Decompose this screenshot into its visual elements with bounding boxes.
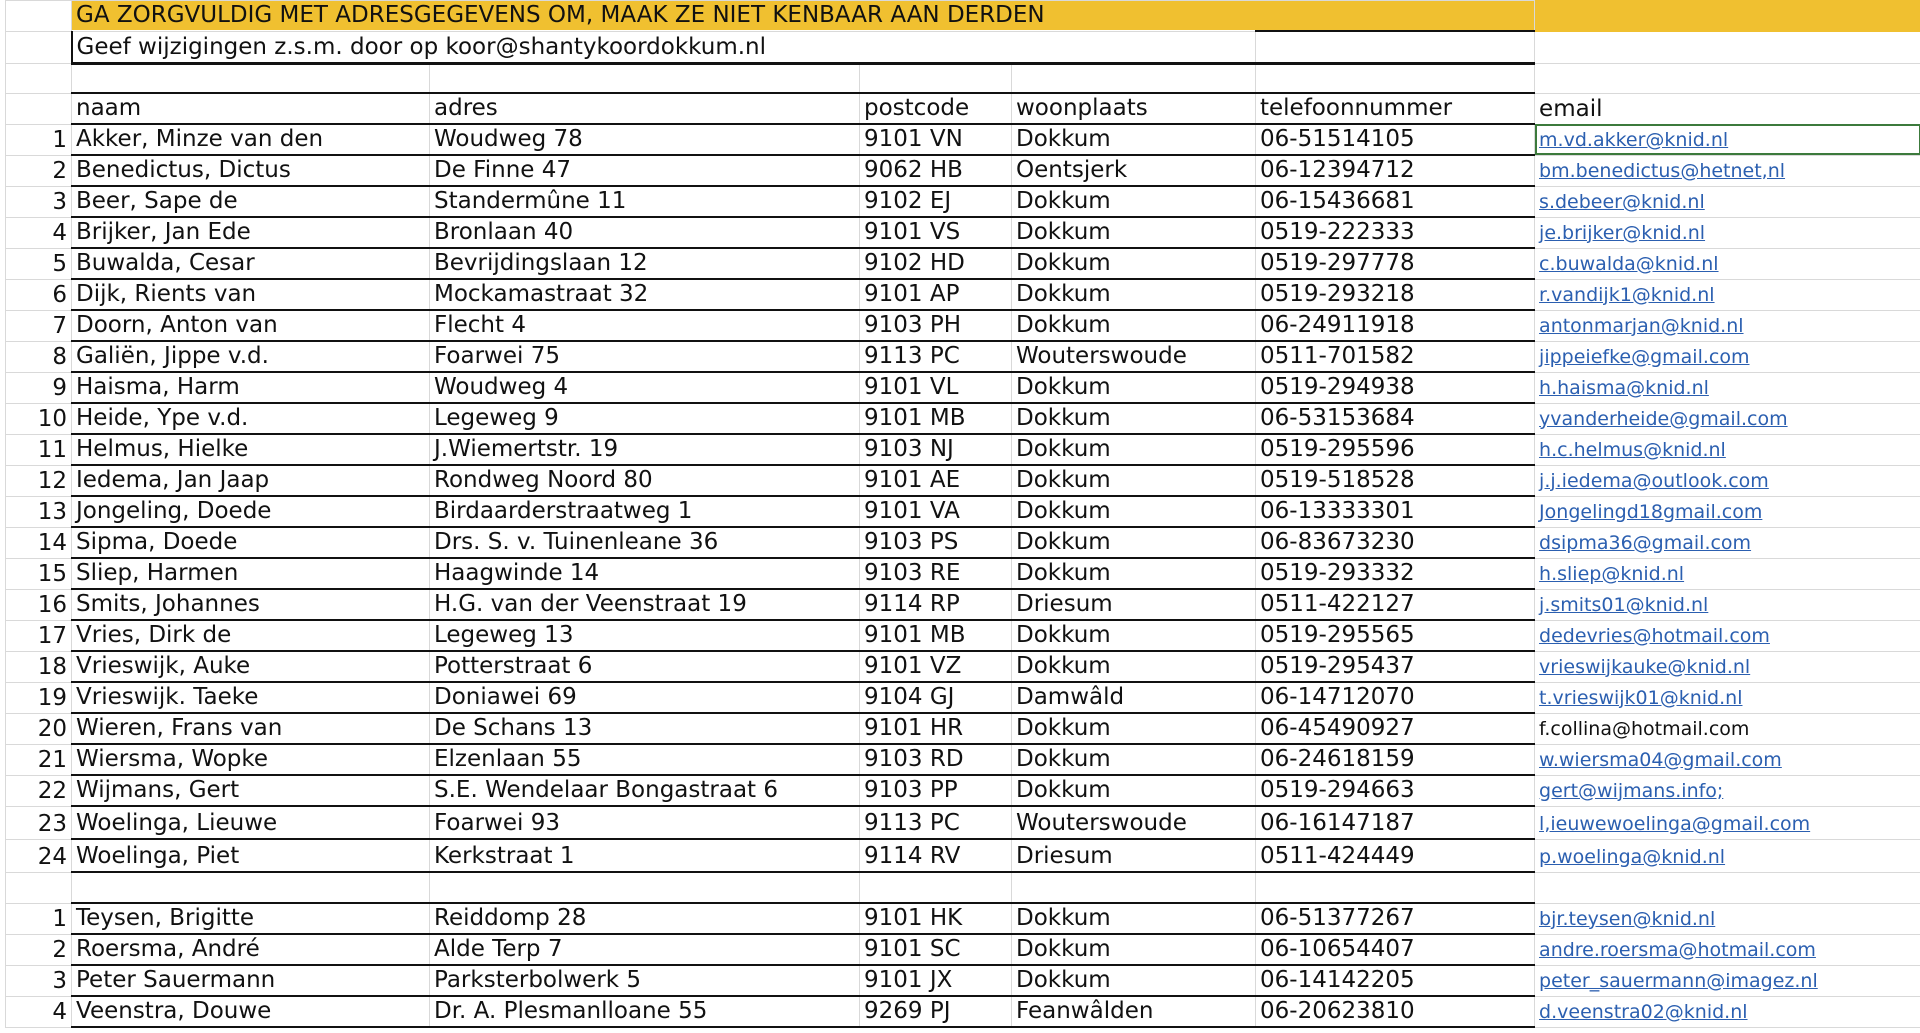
email-cell[interactable] <box>1535 496 1920 527</box>
name-cell[interactable]: Roersma, André <box>72 934 430 965</box>
email-cell[interactable] <box>1535 279 1920 310</box>
city-cell[interactable]: Driesum <box>1012 589 1256 620</box>
table-row <box>6 155 1920 186</box>
row-number[interactable]: 17 <box>6 620 72 651</box>
name-cell[interactable]: Woelinga, Lieuwe <box>72 806 430 839</box>
address-cell[interactable]: Flecht 4 <box>430 310 860 341</box>
row-number[interactable]: 22 <box>6 775 72 806</box>
address-cell[interactable]: Birdaarderstraatweg 1 <box>430 496 860 527</box>
table-row <box>6 903 1920 934</box>
postcode-cell[interactable]: 9062 HB <box>860 155 1012 186</box>
row-number[interactable]: 9 <box>6 372 72 403</box>
address-cell[interactable]: Mockamastraat 32 <box>430 279 860 310</box>
postcode-cell[interactable]: 9101 HK <box>860 903 1012 934</box>
email-text: f.collina@hotmail.com <box>1539 717 1750 740</box>
phone-cell[interactable]: 06-14142205 <box>1256 965 1535 996</box>
address-cell[interactable]: Reiddomp 28 <box>430 903 860 934</box>
header-adres[interactable]: adres <box>430 93 860 124</box>
address-cell[interactable]: Doniawei 69 <box>430 682 860 713</box>
email-link[interactable]: d.veenstra02@knid.nl <box>1539 1000 1748 1023</box>
email-cell[interactable] <box>1535 124 1920 155</box>
email-link[interactable]: peter_sauermann@imagez.nl <box>1539 969 1818 992</box>
row-number[interactable]: 2 <box>6 155 72 186</box>
postcode-cell[interactable]: 9269 PJ <box>860 996 1012 1027</box>
postcode-cell[interactable]: 9101 VA <box>860 496 1012 527</box>
city-cell[interactable]: Dokkum <box>1012 651 1256 682</box>
email-cell[interactable] <box>1535 903 1920 934</box>
city-cell[interactable]: Dokkum <box>1012 496 1256 527</box>
city-cell[interactable]: Dokkum <box>1012 620 1256 651</box>
table-row <box>6 965 1920 996</box>
cell[interactable] <box>430 872 860 903</box>
phone-cell[interactable]: 0519-294663 <box>1256 775 1535 806</box>
name-cell[interactable]: Jongeling, Doede <box>72 496 430 527</box>
row-number[interactable]: 10 <box>6 403 72 434</box>
email-link[interactable]: h.c.helmus@knid.nl <box>1539 438 1726 461</box>
table-row <box>6 713 1920 744</box>
row-number[interactable]: 15 <box>6 558 72 589</box>
city-cell[interactable]: Dokkum <box>1012 744 1256 775</box>
email-cell[interactable] <box>1535 465 1920 496</box>
email-cell[interactable] <box>1535 682 1920 713</box>
email-cell[interactable] <box>1535 217 1920 248</box>
name-cell[interactable]: Heide, Ype v.d. <box>72 403 430 434</box>
city-cell[interactable]: Dokkum <box>1012 186 1256 217</box>
email-link[interactable]: antonmarjan@knid.nl <box>1539 314 1744 337</box>
postcode-cell[interactable]: 9101 HR <box>860 713 1012 744</box>
table-row <box>6 248 1920 279</box>
name-cell[interactable]: Sliep, Harmen <box>72 558 430 589</box>
email-cell[interactable] <box>1535 651 1920 682</box>
header-postcode[interactable]: postcode <box>860 93 1012 124</box>
phone-cell[interactable]: 06-45490927 <box>1256 713 1535 744</box>
phone-cell[interactable]: 0519-295437 <box>1256 651 1535 682</box>
email-cell[interactable] <box>1535 403 1920 434</box>
row-number[interactable]: 12 <box>6 465 72 496</box>
email-link[interactable]: j.j.iedema@outlook.com <box>1539 469 1769 492</box>
email-cell[interactable] <box>1535 310 1920 341</box>
cell[interactable] <box>1256 64 1535 94</box>
cell[interactable] <box>1256 31 1535 64</box>
email-link[interactable]: w.wiersma04@gmail.com <box>1539 748 1782 771</box>
postcode-cell[interactable]: 9101 VS <box>860 217 1012 248</box>
phone-cell[interactable]: 06-20623810 <box>1256 996 1535 1027</box>
postcode-cell[interactable]: 9113 PC <box>860 806 1012 839</box>
cell[interactable] <box>1535 31 1920 64</box>
address-cell[interactable]: S.E. Wendelaar Bongastraat 6 <box>430 775 860 806</box>
cell[interactable] <box>6 872 72 903</box>
email-cell[interactable] <box>1535 806 1920 839</box>
table-row <box>6 186 1920 217</box>
table-row <box>6 496 1920 527</box>
postcode-cell[interactable]: 9101 MB <box>860 403 1012 434</box>
email-link[interactable]: m.vd.akker@knid.nl <box>1539 128 1729 151</box>
name-cell[interactable]: Haisma, Harm <box>72 372 430 403</box>
name-cell[interactable]: Smits, Johannes <box>72 589 430 620</box>
email-link[interactable]: j.smits01@knid.nl <box>1539 593 1709 616</box>
email-link[interactable]: l,ieuwewoelinga@gmail.com <box>1539 812 1811 835</box>
address-cell[interactable]: Legeweg 13 <box>430 620 860 651</box>
table-row <box>6 806 1920 839</box>
email-link[interactable]: bjr.teysen@knid.nl <box>1539 907 1716 930</box>
postcode-cell[interactable]: 9113 PC <box>860 341 1012 372</box>
spacer-row <box>6 64 1920 94</box>
email-link[interactable]: bm.benedictus@hetnet,nl <box>1539 159 1786 182</box>
table-row <box>6 682 1920 713</box>
row-number[interactable]: 8 <box>6 341 72 372</box>
address-cell[interactable]: Woudweg 4 <box>430 372 860 403</box>
name-cell[interactable]: Dijk, Rients van <box>72 279 430 310</box>
email-link[interactable]: vrieswijkauke@knid.nl <box>1539 655 1751 678</box>
phone-cell[interactable]: 0519-294938 <box>1256 372 1535 403</box>
address-cell[interactable]: De Finne 47 <box>430 155 860 186</box>
cell[interactable] <box>72 64 430 94</box>
phone-cell[interactable]: 06-13333301 <box>1256 496 1535 527</box>
header-woonplaats[interactable]: woonplaats <box>1012 93 1256 124</box>
phone-cell[interactable]: 0519-222333 <box>1256 217 1535 248</box>
table-row <box>6 465 1920 496</box>
row-number[interactable]: 11 <box>6 434 72 465</box>
email-cell[interactable] <box>1535 589 1920 620</box>
row-number[interactable]: 24 <box>6 839 72 872</box>
address-cell[interactable]: Rondweg Noord 80 <box>430 465 860 496</box>
table-row <box>6 620 1920 651</box>
table-row <box>6 651 1920 682</box>
address-cell[interactable]: Kerkstraat 1 <box>430 839 860 872</box>
name-cell[interactable]: Galiën, Jippe v.d. <box>72 341 430 372</box>
row-number[interactable]: 3 <box>6 965 72 996</box>
postcode-cell[interactable]: 9101 VN <box>860 124 1012 155</box>
postcode-cell[interactable]: 9102 EJ <box>860 186 1012 217</box>
name-cell[interactable]: Vrieswijk. Taeke <box>72 682 430 713</box>
phone-cell[interactable]: 06-83673230 <box>1256 527 1535 558</box>
email-link[interactable]: yvanderheide@gmail.com <box>1539 407 1788 430</box>
address-cell[interactable]: Woudweg 78 <box>430 124 860 155</box>
address-cell[interactable]: Bronlaan 40 <box>430 217 860 248</box>
row-number[interactable]: 1 <box>6 124 72 155</box>
table-row <box>6 589 1920 620</box>
postcode-cell[interactable]: 9103 RE <box>860 558 1012 589</box>
contact-note[interactable]: Geef wijzigingen z.s.m. door op koor@shantykoordokkum.nl <box>72 31 1256 64</box>
table-row <box>6 996 1920 1027</box>
city-cell[interactable]: Damwâld <box>1012 682 1256 713</box>
row-number[interactable]: 4 <box>6 996 72 1027</box>
city-cell[interactable]: Dokkum <box>1012 465 1256 496</box>
cell[interactable] <box>1535 64 1920 94</box>
address-cell[interactable]: Standermûne 11 <box>430 186 860 217</box>
postcode-cell[interactable]: 9101 VZ <box>860 651 1012 682</box>
email-link[interactable]: p.woelinga@knid.nl <box>1539 845 1726 868</box>
city-cell[interactable]: Dokkum <box>1012 934 1256 965</box>
cell[interactable] <box>6 31 72 64</box>
phone-cell[interactable]: 0519-297778 <box>1256 248 1535 279</box>
address-cell[interactable]: H.G. van der Veenstraat 19 <box>430 589 860 620</box>
city-cell[interactable]: Dokkum <box>1012 279 1256 310</box>
address-cell[interactable]: Parksterbolwerk 5 <box>430 965 860 996</box>
address-cell[interactable]: Legeweg 9 <box>430 403 860 434</box>
cell[interactable] <box>430 64 860 94</box>
address-cell[interactable]: De Schans 13 <box>430 713 860 744</box>
city-cell[interactable]: Wouterswoude <box>1012 806 1256 839</box>
phone-cell[interactable]: 06-24911918 <box>1256 310 1535 341</box>
name-cell[interactable]: Veenstra, Douwe <box>72 996 430 1027</box>
table-row <box>6 558 1920 589</box>
row-number[interactable]: 3 <box>6 186 72 217</box>
phone-cell[interactable]: 06-51377267 <box>1256 903 1535 934</box>
email-cell[interactable] <box>1535 965 1920 996</box>
address-cell[interactable]: Drs. S. v. Tuinenleane 36 <box>430 527 860 558</box>
city-cell[interactable]: Dokkum <box>1012 558 1256 589</box>
city-cell[interactable]: Dokkum <box>1012 903 1256 934</box>
email-link[interactable]: je.brijker@knid.nl <box>1539 221 1706 244</box>
email-link[interactable]: dedevries@hotmail.com <box>1539 624 1770 647</box>
phone-cell[interactable]: 06-16147187 <box>1256 806 1535 839</box>
email-cell[interactable] <box>1535 620 1920 651</box>
phone-cell[interactable]: 0511-422127 <box>1256 589 1535 620</box>
postcode-cell[interactable]: 9103 NJ <box>860 434 1012 465</box>
email-link[interactable]: s.debeer@knid.nl <box>1539 190 1705 213</box>
email-link[interactable]: r.vandijk1@knid.nl <box>1539 283 1715 306</box>
cell[interactable] <box>6 64 72 94</box>
name-cell[interactable]: Wieren, Frans van <box>72 713 430 744</box>
address-cell[interactable]: Haagwinde 14 <box>430 558 860 589</box>
postcode-cell[interactable]: 9101 MB <box>860 620 1012 651</box>
address-cell[interactable]: Foarwei 93 <box>430 806 860 839</box>
name-cell[interactable]: Brijker, Jan Ede <box>72 217 430 248</box>
cell[interactable] <box>1535 872 1920 903</box>
row-number[interactable]: 1 <box>6 903 72 934</box>
table-row <box>6 372 1920 403</box>
address-cell[interactable]: Potterstraat 6 <box>430 651 860 682</box>
table-row <box>6 934 1920 965</box>
cell[interactable] <box>1012 872 1256 903</box>
postcode-cell[interactable]: 9103 PH <box>860 310 1012 341</box>
email-link[interactable]: jippeiefke@gmail.com <box>1539 345 1750 368</box>
phone-cell[interactable]: 0511-701582 <box>1256 341 1535 372</box>
row-number[interactable]: 14 <box>6 527 72 558</box>
city-cell[interactable]: Dokkum <box>1012 434 1256 465</box>
email-cell[interactable] <box>1535 775 1920 806</box>
phone-cell[interactable]: 0519-293332 <box>1256 558 1535 589</box>
email-link[interactable]: gert@wijmans.info; <box>1539 779 1724 802</box>
table-row <box>6 341 1920 372</box>
phone-cell[interactable]: 0519-293218 <box>1256 279 1535 310</box>
cell[interactable] <box>860 64 1012 94</box>
row-number[interactable]: 16 <box>6 589 72 620</box>
table-row <box>6 217 1920 248</box>
name-cell[interactable]: Doorn, Anton van <box>72 310 430 341</box>
postcode-cell[interactable]: 9104 GJ <box>860 682 1012 713</box>
city-cell[interactable]: Feanwâlden <box>1012 996 1256 1027</box>
warning-banner-row <box>6 1 1920 32</box>
phone-cell[interactable]: 0519-518528 <box>1256 465 1535 496</box>
row-number[interactable]: 6 <box>6 279 72 310</box>
postcode-cell[interactable]: 9101 AP <box>860 279 1012 310</box>
name-cell[interactable]: Sipma, Doede <box>72 527 430 558</box>
city-cell[interactable]: Wouterswoude <box>1012 341 1256 372</box>
postcode-cell[interactable]: 9114 RV <box>860 839 1012 872</box>
table-row <box>6 744 1920 775</box>
name-cell[interactable]: Akker, Minze van den <box>72 124 430 155</box>
row-number[interactable]: 13 <box>6 496 72 527</box>
address-cell[interactable]: Elzenlaan 55 <box>430 744 860 775</box>
warning-banner[interactable]: GA ZORGVULDIG MET ADRESGEGEVENS OM, MAAK ZE NIET KENBAAR AAN DERDEN <box>72 1 1535 32</box>
email-link[interactable]: andre.roersma@hotmail.com <box>1539 938 1816 961</box>
phone-cell[interactable]: 06-24618159 <box>1256 744 1535 775</box>
header-telefoonnummer[interactable]: telefoonnummer <box>1256 93 1535 124</box>
email-cell[interactable] <box>1535 155 1920 186</box>
email-link[interactable]: t.vrieswijk01@knid.nl <box>1539 686 1743 709</box>
cell[interactable] <box>6 1 72 32</box>
phone-cell[interactable]: 0511-424449 <box>1256 839 1535 872</box>
address-cell[interactable]: Alde Terp 7 <box>430 934 860 965</box>
row-number[interactable]: 21 <box>6 744 72 775</box>
city-cell[interactable]: Dokkum <box>1012 775 1256 806</box>
member-table <box>5 0 1920 1028</box>
postcode-cell[interactable]: 9114 RP <box>860 589 1012 620</box>
row-number[interactable]: 18 <box>6 651 72 682</box>
cell[interactable] <box>860 872 1012 903</box>
email-cell[interactable] <box>1535 713 1920 744</box>
city-cell[interactable]: Dokkum <box>1012 217 1256 248</box>
row-number[interactable]: 20 <box>6 713 72 744</box>
name-cell[interactable]: Helmus, Hielke <box>72 434 430 465</box>
address-cell[interactable]: Foarwei 75 <box>430 341 860 372</box>
row-number[interactable]: 7 <box>6 310 72 341</box>
phone-cell[interactable]: 06-15436681 <box>1256 186 1535 217</box>
email-cell[interactable] <box>1535 744 1920 775</box>
email-link[interactable]: h.sliep@knid.nl <box>1539 562 1685 585</box>
name-cell[interactable]: Teysen, Brigitte <box>72 903 430 934</box>
postcode-cell[interactable]: 9101 JX <box>860 965 1012 996</box>
table-row <box>6 124 1920 155</box>
city-cell[interactable]: Dokkum <box>1012 248 1256 279</box>
cell[interactable] <box>6 93 72 124</box>
email-cell[interactable] <box>1535 248 1920 279</box>
phone-cell[interactable]: 06-12394712 <box>1256 155 1535 186</box>
row-number[interactable]: 2 <box>6 934 72 965</box>
row-number[interactable]: 5 <box>6 248 72 279</box>
postcode-cell[interactable]: 9101 SC <box>860 934 1012 965</box>
phone-cell[interactable]: 06-14712070 <box>1256 682 1535 713</box>
city-cell[interactable]: Dokkum <box>1012 713 1256 744</box>
email-link[interactable]: h.haisma@knid.nl <box>1539 376 1709 399</box>
name-cell[interactable]: Buwalda, Cesar <box>72 248 430 279</box>
cell[interactable] <box>1256 872 1535 903</box>
address-cell[interactable]: Dr. A. Plesmanlloane 55 <box>430 996 860 1027</box>
name-cell[interactable]: Iedema, Jan Jaap <box>72 465 430 496</box>
address-cell[interactable]: J.Wiemertstr. 19 <box>430 434 860 465</box>
email-cell[interactable] <box>1535 558 1920 589</box>
city-cell[interactable]: Dokkum <box>1012 310 1256 341</box>
name-cell[interactable]: Wiersma, Wopke <box>72 744 430 775</box>
city-cell[interactable]: Dokkum <box>1012 403 1256 434</box>
city-cell[interactable]: Dokkum <box>1012 527 1256 558</box>
email-cell[interactable] <box>1535 434 1920 465</box>
city-cell[interactable]: Driesum <box>1012 839 1256 872</box>
postcode-cell[interactable]: 9102 HD <box>860 248 1012 279</box>
city-cell[interactable]: Dokkum <box>1012 124 1256 155</box>
cell[interactable] <box>1535 1 1920 32</box>
email-link[interactable]: Jongelingd18gmail.com <box>1539 500 1763 523</box>
city-cell[interactable]: Oentsjerk <box>1012 155 1256 186</box>
table-row <box>6 403 1920 434</box>
city-cell[interactable]: Dokkum <box>1012 965 1256 996</box>
table-row <box>6 310 1920 341</box>
email-cell[interactable] <box>1535 341 1920 372</box>
postcode-cell[interactable]: 9101 VL <box>860 372 1012 403</box>
table-row <box>6 839 1920 872</box>
address-cell[interactable]: Bevrijdingslaan 12 <box>430 248 860 279</box>
postcode-cell[interactable]: 9101 AE <box>860 465 1012 496</box>
row-number[interactable]: 19 <box>6 682 72 713</box>
city-cell[interactable]: Dokkum <box>1012 372 1256 403</box>
phone-cell[interactable]: 0519-295596 <box>1256 434 1535 465</box>
email-link[interactable]: dsipma36@gmail.com <box>1539 531 1752 554</box>
table-row <box>6 434 1920 465</box>
postcode-cell[interactable]: 9103 RD <box>860 744 1012 775</box>
name-cell[interactable]: Peter Sauermann <box>72 965 430 996</box>
name-cell[interactable]: Vries, Dirk de <box>72 620 430 651</box>
table-row <box>6 527 1920 558</box>
phone-cell[interactable]: 06-10654407 <box>1256 934 1535 965</box>
cell[interactable] <box>72 872 430 903</box>
table-row <box>6 279 1920 310</box>
note-row <box>6 31 1920 64</box>
phone-cell[interactable]: 0519-295565 <box>1256 620 1535 651</box>
name-cell[interactable]: Beer, Sape de <box>72 186 430 217</box>
email-cell[interactable] <box>1535 186 1920 217</box>
name-cell[interactable]: Woelinga, Piet <box>72 839 430 872</box>
row-number[interactable]: 23 <box>6 806 72 839</box>
email-cell[interactable] <box>1535 372 1920 403</box>
header-email[interactable]: email <box>1535 93 1920 124</box>
name-cell[interactable]: Wijmans, Gert <box>72 775 430 806</box>
phone-cell[interactable]: 06-53153684 <box>1256 403 1535 434</box>
name-cell[interactable]: Vrieswijk, Auke <box>72 651 430 682</box>
email-link[interactable]: c.buwalda@knid.nl <box>1539 252 1719 275</box>
cell[interactable] <box>1012 64 1256 94</box>
header-row <box>6 93 1920 124</box>
header-naam[interactable]: naam <box>72 93 430 124</box>
email-cell[interactable] <box>1535 934 1920 965</box>
postcode-cell[interactable]: 9103 PP <box>860 775 1012 806</box>
email-cell[interactable] <box>1535 996 1920 1027</box>
separator-row <box>6 872 1920 903</box>
phone-cell[interactable]: 06-51514105 <box>1256 124 1535 155</box>
name-cell[interactable]: Benedictus, Dictus <box>72 155 430 186</box>
email-cell[interactable] <box>1535 839 1920 872</box>
table-row <box>6 775 1920 806</box>
row-number[interactable]: 4 <box>6 217 72 248</box>
email-cell[interactable] <box>1535 527 1920 558</box>
postcode-cell[interactable]: 9103 PS <box>860 527 1012 558</box>
